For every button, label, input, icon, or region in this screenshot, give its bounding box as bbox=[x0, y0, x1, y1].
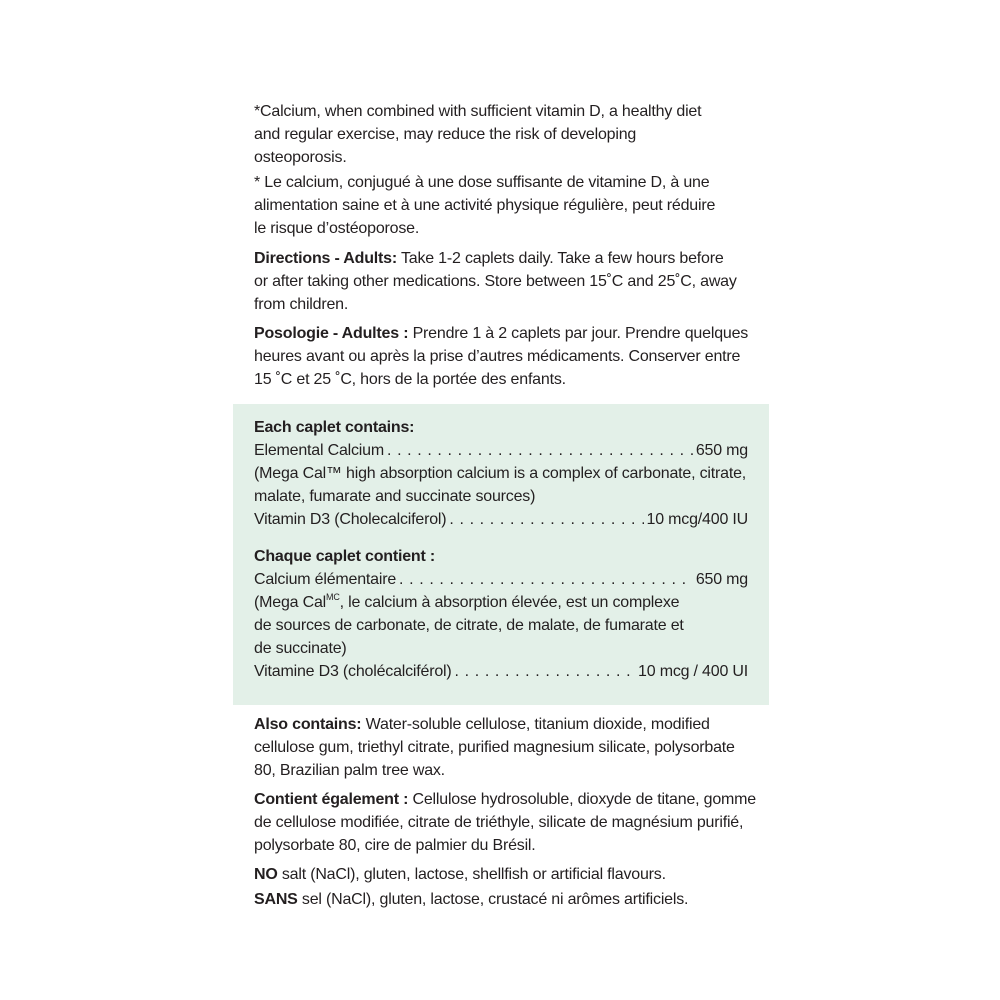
contient-text: Cellulose hydrosoluble, dioxyde de titane, gomme bbox=[408, 791, 756, 808]
ingredient-note: malate, fumarate and succinate sources) bbox=[254, 488, 536, 505]
free-from-fr: SANS sel (NaCl), gluten, lactose, crustacé ni arômes artificiels. bbox=[254, 891, 689, 908]
dot-leader bbox=[399, 568, 693, 591]
claim-line: * Le calcium, conjugué à une dose suffisante de vitamine D, à une bbox=[254, 174, 710, 191]
contient-text: de cellulose modifiée, citrate de triéthyle, silicate de magnésium purifié, bbox=[254, 814, 744, 831]
ingredient-name: Vitamin D3 (Cholecalciferol) bbox=[254, 511, 447, 528]
directions-text: from children. bbox=[254, 296, 349, 313]
ingredients-fr bbox=[254, 545, 754, 683]
directions-text: or after taking other medications. Store between 15˚C and 25˚C, away bbox=[254, 273, 737, 290]
ingredient-name: Vitamine D3 (cholécalciférol) bbox=[254, 663, 452, 680]
contient-label: Contient également : bbox=[254, 791, 409, 808]
claim-line: alimentation saine et à une activité physique régulière, peut réduire bbox=[254, 197, 716, 214]
ingredient-amount: 650 mg bbox=[695, 442, 748, 459]
posologie-text: 15 ˚C et 25 ˚C, hors de la portée des enfants. bbox=[254, 371, 566, 388]
posologie-fr bbox=[254, 322, 754, 391]
posologie-text: heures avant ou après la prise d’autres médicaments. Conserver entre bbox=[254, 348, 741, 365]
trademark-superscript: MC bbox=[326, 591, 340, 602]
dot-leader bbox=[449, 508, 643, 531]
also-contains-text: cellulose gum, triethyl citrate, purified magnesium silicate, polysorbate bbox=[254, 739, 735, 756]
ingredient-amount: 10 mcg / 400 UI bbox=[638, 663, 748, 680]
posologie-label: Posologie - Adultes : bbox=[254, 325, 409, 342]
claim-line: and regular exercise, may reduce the risk of developing bbox=[254, 126, 637, 143]
claim-line: *Calcium, when combined with sufficient vitamin D, a healthy diet bbox=[254, 103, 702, 120]
claim-line: osteoporosis. bbox=[254, 149, 347, 166]
dot-leader bbox=[387, 439, 693, 462]
ingredients-en bbox=[254, 416, 754, 531]
ingredients-heading: Chaque caplet contient : bbox=[254, 548, 435, 565]
also-contains-en bbox=[254, 713, 754, 782]
contient-fr bbox=[254, 788, 754, 857]
also-contains-text: Water-soluble cellulose, titanium dioxide, modified bbox=[361, 716, 710, 733]
ingredient-note: (Mega Cal™ high absorption calcium is a complex of carbonate, citrate, bbox=[254, 465, 747, 482]
ingredient-row-calcium bbox=[254, 568, 748, 591]
free-from bbox=[254, 863, 754, 911]
free-from-en: NO salt (NaCl), gluten, lactose, shellfish or artificial flavours. bbox=[254, 866, 666, 883]
contient-text: polysorbate 80, cire de palmier du Brésil. bbox=[254, 837, 536, 854]
directions-en bbox=[254, 247, 754, 316]
ingredient-row-vitamin-d3 bbox=[254, 508, 748, 531]
posologie-text: Prendre 1 à 2 caplets par jour. Prendre quelques bbox=[408, 325, 749, 342]
also-contains-label: Also contains: bbox=[254, 716, 362, 733]
ingredient-amount: 650 mg bbox=[695, 571, 748, 588]
claim-line: le risque d’ostéoporose. bbox=[254, 220, 420, 237]
calcium-claim-fr bbox=[254, 171, 754, 240]
directions-label: Directions - Adults: bbox=[254, 250, 397, 267]
ingredient-amount: 10 mcg/400 IU bbox=[646, 511, 748, 528]
ingredient-note: de succinate) bbox=[254, 640, 347, 657]
ingredient-name: Calcium élémentaire bbox=[254, 571, 397, 588]
ingredients-heading: Each caplet contains: bbox=[254, 419, 415, 436]
ingredient-name: Elemental Calcium bbox=[254, 442, 384, 459]
dot-leader bbox=[455, 660, 636, 683]
directions-text: Take 1-2 caplets daily. Take a few hours before bbox=[396, 250, 724, 267]
ingredient-note: (Mega Cal$^{MC}$, le calcium à absorption élevée, est un complexe bbox=[254, 591, 680, 611]
ingredient-row-calcium bbox=[254, 439, 748, 462]
calcium-claim-en bbox=[254, 100, 754, 169]
ingredient-row-vitamin-d3 bbox=[254, 660, 748, 683]
also-contains-text: 80, Brazilian palm tree wax. bbox=[254, 762, 445, 779]
ingredient-note: de sources de carbonate, de citrate, de malate, de fumarate et bbox=[254, 617, 684, 634]
